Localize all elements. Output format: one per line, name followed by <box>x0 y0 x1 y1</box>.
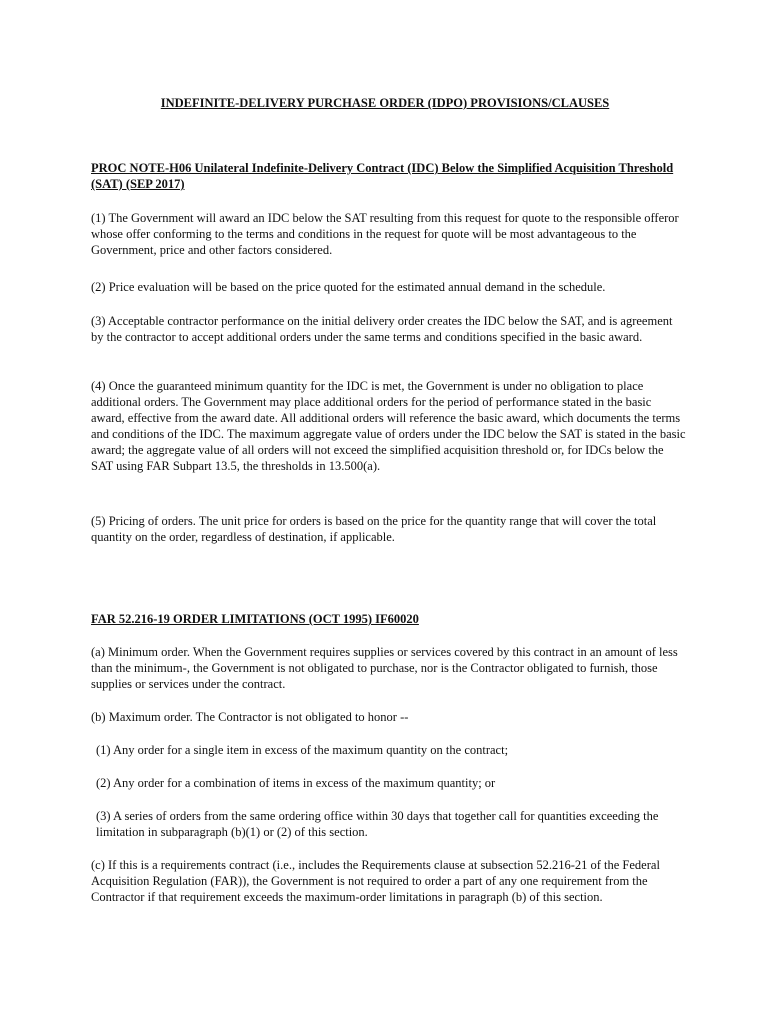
paragraph-5: (5) Pricing of orders. The unit price for orders is based on the price for the quantity range that will cover the total quantity on the order, regardless of destination, if applicable. <box>91 514 657 544</box>
document-title: INDEFINITE-DELIVERY PURCHASE ORDER (IDPO) PROVISIONS/CLAUSES <box>160 96 610 110</box>
section-heading-far: FAR 52.216-19 ORDER LIMITATIONS (OCT 1995) IF60020 <box>91 612 419 626</box>
clause-b-2: (2) Any order for a combination of items in excess of the maximum quantity; or <box>96 776 496 790</box>
paragraph-3: (3) Acceptable contractor performance on the initial delivery order creates the IDC below the SAT, and is agreement by the contractor to accept additional orders under the same terms and conditions specified in the basic award. <box>91 314 673 344</box>
clause-b-1: (1) Any order for a single item in excess of the maximum quantity on the contract; <box>96 743 509 757</box>
paragraph-2: (2) Price evaluation will be based on the price quoted for the estimated annual demand in the schedule. <box>91 280 606 294</box>
clause-b-3: (3) A series of orders from the same ordering office within 30 days that together call for quantities exceeding the limitation in subparagraph (b)(1) or (2) of this section. <box>96 809 659 839</box>
clause-a: (a) Minimum order. When the Government requires supplies or services covered by this contract in an amount of less than the minimum-, the Government is not obligated to purchase, nor is the Contractor obligated to furnish, those supplies or services under the contract. <box>91 645 678 691</box>
section-heading-proc-note: PROC NOTE-H06 Unilateral Indefinite-Delivery Contract (IDC) Below the Simplified Acquisition Threshold (SAT) (SEP 2017) <box>91 161 674 191</box>
paragraph-1: (1) The Government will award an IDC below the SAT resulting from this request for quote to the responsible offeror whose offer conforming to the terms and conditions in the request for quote will be most advantageous to the Government, price and other factors considered. <box>91 211 679 257</box>
paragraph-4: (4) Once the guaranteed minimum quantity for the IDC is met, the Government is under no obligation to place additional orders. The Government may place additional orders for the period of performance stated in the basic award, effective from the award date. All additional orders will reference the basic award, which documents the terms and conditions of the IDC. The maximum aggregate value of orders under the IDC below the SAT is stated in the basic award; the aggregate value of all orders will not exceed the simplified acquisition threshold or, for IDCs below the SAT using FAR Subpart 13.5, the thresholds in 13.500(a). <box>91 379 686 473</box>
clause-b: (b) Maximum order. The Contractor is not obligated to honor -- <box>91 710 409 724</box>
clause-c: (c) If this is a requirements contract (i.e., includes the Requirements clause at subsection 52.216-21 of the Federal Acquisition Regulation (FAR)), the Government is not required to order a part of any one requirement from the Contractor if that requirement exceeds the maximum-order limitations in paragraph (b) of this section. <box>91 858 660 904</box>
